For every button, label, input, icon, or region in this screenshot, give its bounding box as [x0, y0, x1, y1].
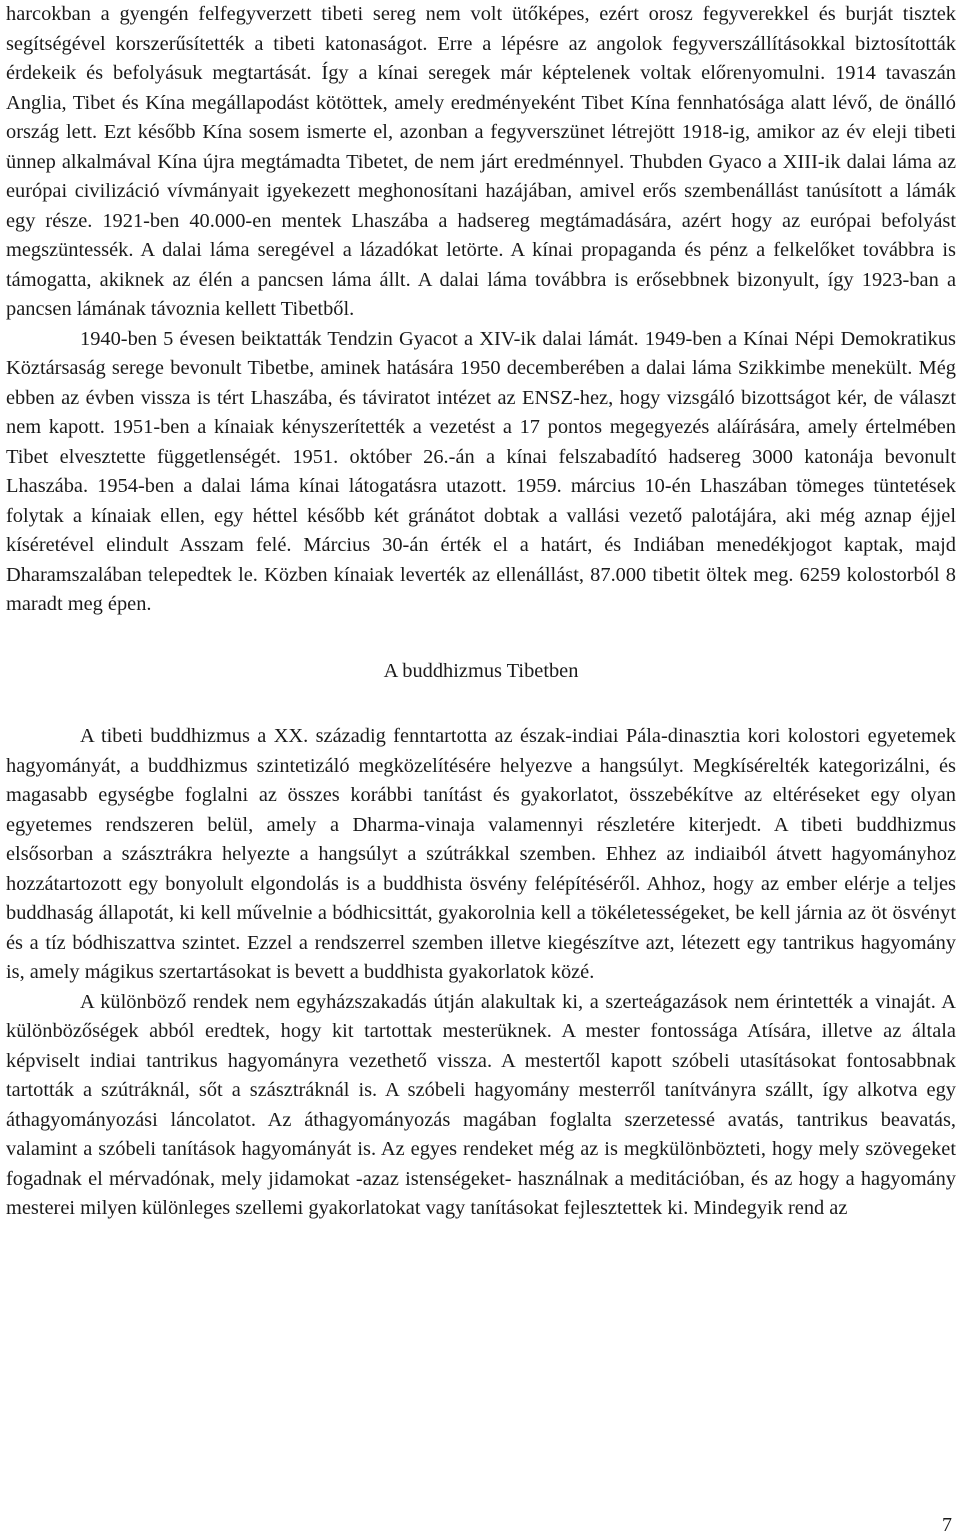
- paragraph-schools: A különböző rendek nem egyházszakadás útján alakultak ki, a szerteágazások nem érintették a vinaját. A különbözőségek abból eredtek, hogy kit tartottak mesterüknek. A mester fontossága Atísára, illetve az általa képviselt indiai tantrikus hagyományra vezethető vissza. A mestertől kapott szóbeli utasításokat fontosabbnak tartották a szútráknál, sőt a szásztráknál is. A szóbeli hagyomány mesterről tanítványra szállt, így alkotva egy áthagyományozási láncolatot. Az áthagyományozás magában foglalta szerzetessé avatás, tantrikus beavatás, valamint a szóbeli tanítások hagyományát is. Az egyes rendeket még az is megkülönbözteti, hogy mely szövegeket fogadnak el mérvadónak, mely jidamokat -azaz istenségeket- használnak a meditációban, és az hogy a hagyomány mesterei milyen különleges szellemi gyakorlatokat vagy tanításokat fejlesztettek ki. Mindegyik rend az: [6, 990, 956, 1219]
- paragraph-tibetan-buddhism: A tibeti buddhizmus a XX. századig fenntartotta az észak-indiai Pála-dinasztia kori kolostori egyetemek hagyományát, a buddhizmus szintetizáló megközelítésére helyezve a hangsúlyt. Megkísérelték kategorizálni, és magasabb egységbe foglalni az összes korábbi tanítást és gyakorlatot, összebékítve az eltéréseket egy olyan egyetemes rendszeren belül, amely a Dharma-vinaja valamennyi részletére kiterjedt. A tibeti buddhizmus elsősorban a szásztrákra helyezte a hangsúlyt a szútrákkal szemben. Ehhez az indiaiból átvett hagyományhoz hozzátartozott egy bonyolult elgondolás is a buddhista ösvény felépítéséről. Ahhoz, hogy az ember elérje a teljes buddhaság állapotát, ki kell művelnie a bódhicsittát, gyakorolnia kell a tökéletességeket, be kell járnia az öt ösvényt és a tíz bódhiszattva szintet. Ezzel a rendszerrel szemben illetve kiegészítve azt, létezett egy tantrikus hagyomány is, amely mágikus szertartásokat is bevett a buddhista gyakorlatok közé.: [6, 725, 956, 983]
- document-page: [6, 0, 956, 1224]
- section-heading: A buddhizmus Tibetben: [383, 659, 579, 682]
- paragraph-dalai-lama-exile: 1940-ben 5 évesen beiktatták Tendzin Gyacot a XIV-ik dalai lámát. 1949-ben a Kínai Népi Demokratikus Köztársaság serege bevonult Tibetbe, aminek hatására 1950 decemberében a dalai láma Szikkimbe menekült. Még ebben az évben vissza is tért Lhaszába, és táviratot intézet az ENSZ-hez, hogy vizsgáló bizottságot kér, de választ nem kapott. 1951-ben a kínaiak kényszerítették a vezetést a 17 pontos megegyezés aláírására, amely értelmében Tibet elvesztette függetlenségét. 1951. október 26.-án a kínai felszabadító hadsereg 3000 katonája bevonult Lhaszába. 1954-ben a dalai láma kínai látogatásra utazott. 1959. március 10-én Lhaszában tömeges tüntetések folytak a kínaiak ellen, egy héttel később két gránátot dobtak a vallási vezető palotájára, aki még aznap éjjel kíséretével elindult Asszam felé. Március 30-án érték el a határt, és Indiában menedékjogot kaptak, majd Dharamszalában telepedtek le. Közben kínaiak leverték az ellenállást, 87.000 tibetit öltek meg. 6259 kolostorból 8 maradt meg épen.: [6, 327, 956, 615]
- paragraph-history-continuation: harcokban a gyengén felfegyverzett tibeti sereg nem volt ütőképes, ezért orosz fegyverekkel és burját tisztek segítségével korszerűsítették a tibeti katonaságot. Erre a lépésre az angolok fegyverszállításokkal biztosították érdekeik és befolyásuk megtartását. Így a kínai seregek már képtelenek voltak előrenyomulni. 1914 tavaszán Anglia, Tibet és Kína megállapodást kötöttek, amely eredményeként Tibet Kína fennhatósága alatt lévő, de önálló ország lett. Ezt később Kína sosem ismerte el, azonban a fegyverszünet létrejött 1918-ig, amikor az év eleji tibeti ünnep alkalmával Kína újra megtámadta Tibetet, de nem járt eredménnyel. Thubden Gyaco a XIII-ik dalai láma az európai civilizáció vívmányait igyekezett meghonosítani hazájában, amivel erős szembenállást tanúsított a lámák egy része. 1921-ben 40.000-en mentek Lhaszába a hadsereg megtámadására, azért hogy az európai befolyást megszüntessék. A dalai láma seregével a lázadókat letörte. A kínai propaganda és pénz a felkelőket továbbra is támogatta, akiknek az élén a pancsen láma állt. A dalai láma továbbra is erősebbnek bizonyult, így 1923-ban a pancsen lámának távoznia kellett Tibetből.: [6, 3, 956, 320]
- page-number: 7: [942, 1514, 952, 1536]
